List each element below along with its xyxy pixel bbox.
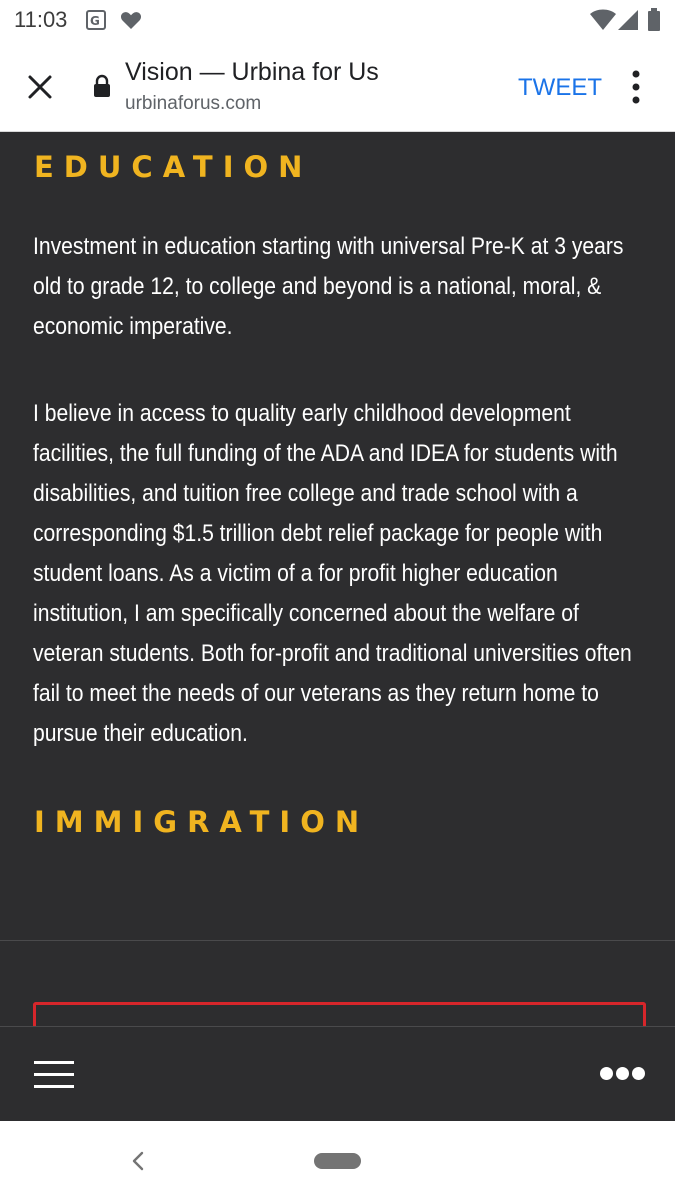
signal-icon xyxy=(617,8,639,32)
tweet-button[interactable]: TWEET xyxy=(518,74,602,101)
back-icon[interactable] xyxy=(128,1149,148,1173)
education-paragraph-2: I believe in access to quality early childhood development facilities, the full funding of the ADA and IDEA for students with disabilities, and tuition free college and trade school with a corresponding $1.5 trillion debt relief package for people with student loans. As a victim of a for profit higher education institution, I am specifically concerned about the welfare of veteran students. Both for-profit and traditional universities often fail to meet the needs of our veterans as they return home to pursue their education. xyxy=(33,400,632,747)
more-vert-icon[interactable] xyxy=(626,68,646,108)
section-heading-education: EDUCATION xyxy=(34,150,313,184)
more-horiz-icon[interactable] xyxy=(600,1067,646,1081)
page-content xyxy=(0,132,675,1026)
education-paragraph-1: Investment in education starting with universal Pre-K at 3 years old to grade 12, to college and beyond is a national, moral, & economic imperative. xyxy=(33,233,624,340)
system-navigation-bar xyxy=(0,1121,675,1200)
page-title: Vision — Urbina for Us xyxy=(125,58,379,86)
section-divider xyxy=(0,940,675,941)
red-bordered-box xyxy=(33,1002,646,1026)
close-icon[interactable] xyxy=(24,71,56,103)
page-url: urbinaforus.com xyxy=(125,93,262,114)
svg-text:G: G xyxy=(90,14,100,28)
status-time: 11:03 xyxy=(14,7,68,32)
hamburger-menu-icon[interactable] xyxy=(34,1061,74,1089)
wifi-icon xyxy=(589,8,617,32)
heart-icon xyxy=(119,8,143,32)
home-pill-icon[interactable] xyxy=(314,1153,361,1169)
lock-icon xyxy=(92,74,112,98)
browser-toolbar xyxy=(0,40,675,132)
site-bottom-bar xyxy=(0,1026,675,1122)
section-heading-immigration: IMMIGRATION xyxy=(34,805,370,839)
battery-icon xyxy=(647,8,661,32)
google-photos-icon xyxy=(84,8,108,32)
status-bar xyxy=(0,0,675,40)
